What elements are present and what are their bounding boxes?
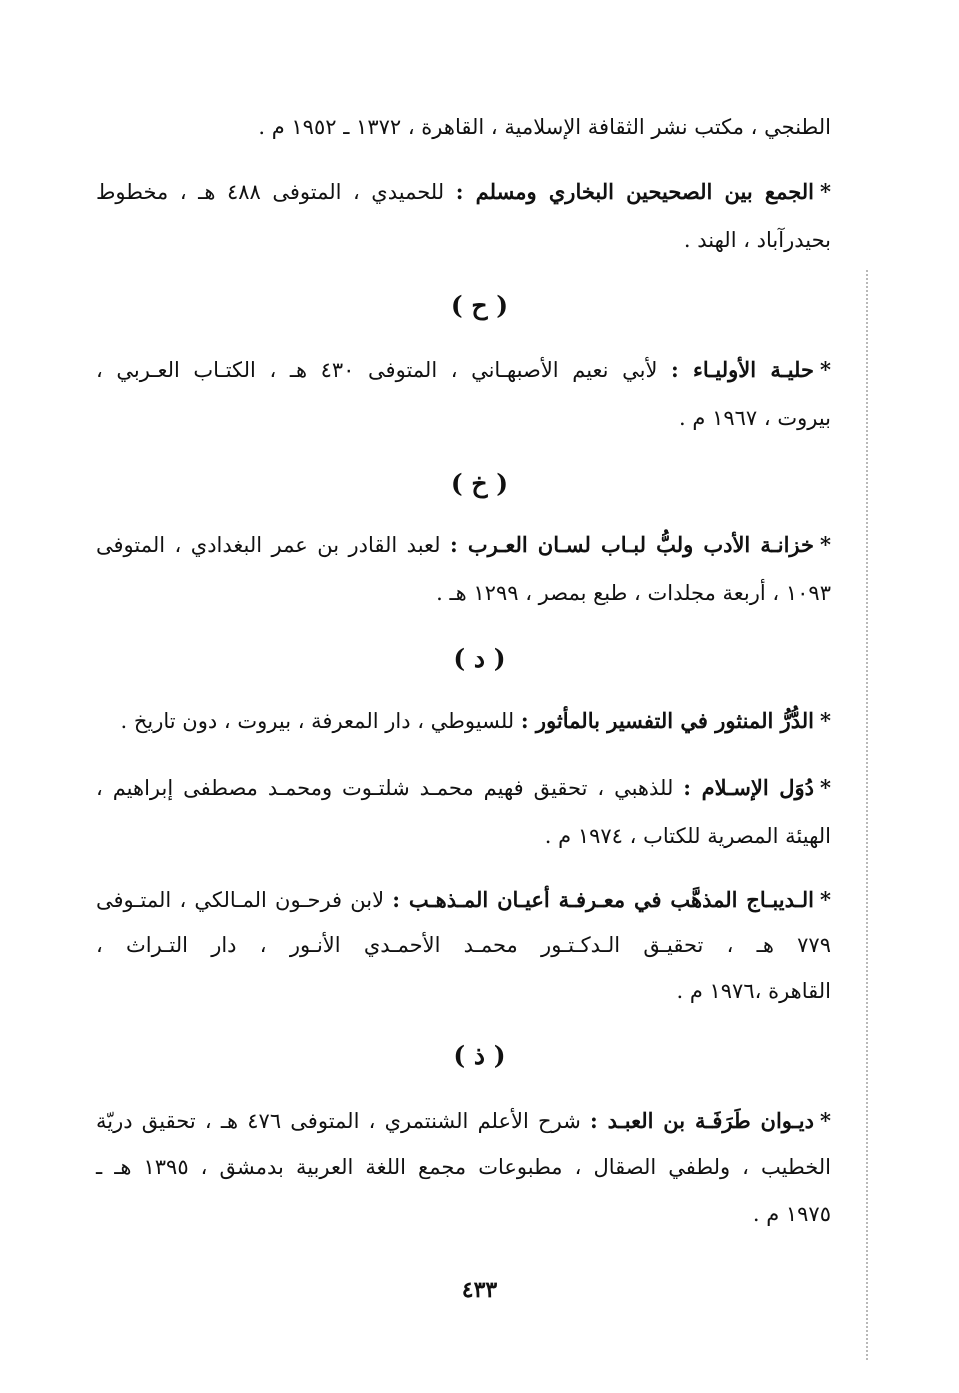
entry-bullet: * xyxy=(820,357,831,382)
entry-line xyxy=(96,1152,831,1182)
entry-text: الهيئة المصرية للكتاب ، ١٩٧٤ م . xyxy=(544,824,831,848)
bibliography-entry-al-durr xyxy=(96,706,831,736)
entry-line xyxy=(96,930,831,960)
entry-bullet: * xyxy=(820,775,831,800)
entry-title: الدُّرُّ المنثور في التفسير بالمأثور : xyxy=(520,708,815,733)
entry-line xyxy=(96,403,831,433)
bibliography-entry-duwal xyxy=(96,773,831,803)
entry-text: لأبي نعيم الأصبهـاني ، المتوفى ٤٣٠ هـ ، الكتـاب العـربي ، xyxy=(96,358,658,382)
entry-line xyxy=(96,1199,831,1229)
entry-text: ١٠٩٣ ، أربعة مجلدات ، طبع بمصر ، ١٢٩٩ هـ . xyxy=(436,581,831,605)
entry-text: القاهرة ،١٩٧٦ م . xyxy=(676,979,831,1003)
entry-text: ١٩٧٥ م . xyxy=(752,1202,831,1226)
entry-text: للحميدي ، المتوفى ٤٨٨ هـ ، مخطوط xyxy=(96,180,445,204)
entry-bullet: * xyxy=(820,708,831,733)
entry-bullet: * xyxy=(820,887,831,912)
entry-line xyxy=(96,976,831,1006)
entry-text: للذهبي ، تحقيق فهيم محمـد شلتـوت ومحمـد مصطفى إبراهيم ، xyxy=(96,776,674,800)
entry-bullet: * xyxy=(820,532,831,557)
entry-text: للسيوطي ، دار المعرفة ، بيروت ، دون تاريخ . xyxy=(120,709,515,733)
bibliography-entry-khizanat xyxy=(96,530,831,560)
entry-title: الجمع بين الصحيحين البخاري ومسلم : xyxy=(455,179,815,204)
entry-text: بيروت ، ١٩٦٧ م . xyxy=(679,406,831,430)
page-number: ٤٣٣ xyxy=(461,1277,498,1303)
bibliography-entry-hilyat xyxy=(96,355,831,385)
entry-line xyxy=(96,578,831,608)
bibliography-entry-diwan-tarafa xyxy=(96,1106,831,1136)
bibliography-entry-al-jam xyxy=(96,177,831,207)
entry-text: لابن فرحـون المـالكي ، المتـوفى xyxy=(96,888,385,912)
entry-text: بحيدرآباد ، الهند . xyxy=(683,228,831,252)
entry-text: الخطيب ، ولطفي الصقال ، مطبوعات مجمع اللغة العربية بدمشق ، ١٣٩٥ هـ ـ xyxy=(96,1155,831,1179)
entry-text: ٧٧٩ هـ ، تحقيـق الـدكـتـور محمـد الأحمـدي الأنـور ، دار التـراث ، xyxy=(96,933,831,957)
section-heading: ( خ ) xyxy=(450,469,509,498)
entry-title: الـديبـاج المذهَّب في معـرفـة أعيـان المـذهـب : xyxy=(392,887,814,912)
entry-text: شرح الأعلم الشنتمري ، المتوفى ٤٧٦ هـ ، تحقيق دريّة xyxy=(96,1109,581,1133)
section-heading: ( ذ ) xyxy=(453,1041,506,1070)
entry-line xyxy=(96,225,831,255)
entry-bullet: * xyxy=(820,179,831,204)
entry-text: لعبد القادر بن عمر البغدادي ، المتوفى xyxy=(96,533,441,557)
entry-title: دُوَل الإسـلام : xyxy=(683,775,815,800)
entry-text: الطنجي ، مكتب نشر الثقافة الإسلامية ، القاهرة ، ١٣٧٢ ـ ١٩٥٢ م . xyxy=(258,115,831,139)
entry-title: ديـوان طَرَفَـة بن العبـد : xyxy=(590,1108,814,1133)
section-heading: ( ح ) xyxy=(450,291,509,320)
page-edge-divider xyxy=(866,270,868,1360)
entry-line xyxy=(96,821,831,851)
bibliography-entry-dibaj xyxy=(96,885,831,915)
entry-title: خزانـة الأدب ولبُّ لبـاب لسـان العـرب : xyxy=(450,532,814,557)
entry-line xyxy=(96,112,831,142)
entry-title: حليـة الأوليـاء : xyxy=(671,357,814,382)
section-heading: ( د ) xyxy=(453,644,506,673)
entry-bullet: * xyxy=(820,1108,831,1133)
